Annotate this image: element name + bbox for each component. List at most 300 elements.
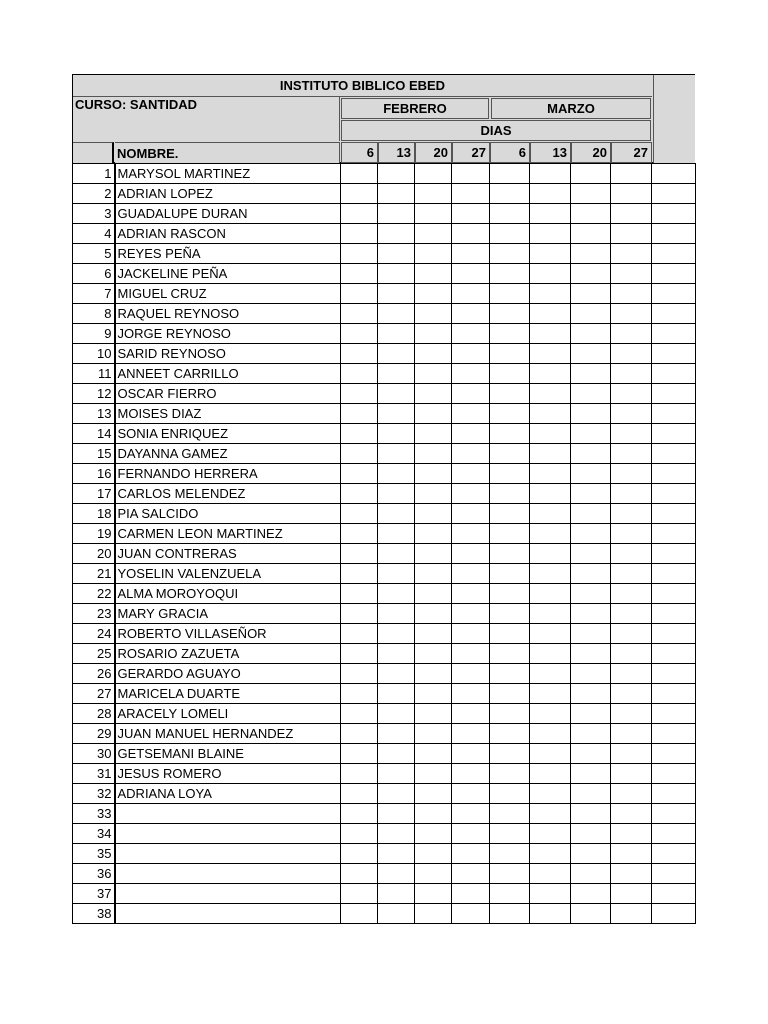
attendance-cell[interactable] <box>415 784 452 804</box>
attendance-cell[interactable] <box>341 884 378 904</box>
attendance-cell[interactable] <box>490 904 530 924</box>
attendance-cell[interactable] <box>530 624 571 644</box>
attendance-cell[interactable] <box>611 304 652 324</box>
attendance-cell[interactable] <box>452 324 490 344</box>
attendance-cell[interactable] <box>571 324 611 344</box>
attendance-cell[interactable] <box>415 304 452 324</box>
attendance-cell[interactable] <box>341 804 378 824</box>
attendance-cell[interactable] <box>571 564 611 584</box>
extra-cell[interactable] <box>652 284 696 304</box>
extra-cell[interactable] <box>652 304 696 324</box>
attendance-cell[interactable] <box>378 904 415 924</box>
attendance-cell[interactable] <box>490 304 530 324</box>
attendance-cell[interactable] <box>611 684 652 704</box>
attendance-cell[interactable] <box>415 444 452 464</box>
attendance-cell[interactable] <box>341 484 378 504</box>
attendance-cell[interactable] <box>415 744 452 764</box>
attendance-cell[interactable] <box>452 624 490 644</box>
extra-cell[interactable] <box>652 704 696 724</box>
attendance-cell[interactable] <box>341 424 378 444</box>
attendance-cell[interactable] <box>378 684 415 704</box>
attendance-cell[interactable] <box>452 564 490 584</box>
extra-cell[interactable] <box>652 784 696 804</box>
attendance-cell[interactable] <box>415 264 452 284</box>
attendance-cell[interactable] <box>571 524 611 544</box>
attendance-cell[interactable] <box>452 824 490 844</box>
extra-cell[interactable] <box>652 504 696 524</box>
attendance-cell[interactable] <box>611 224 652 244</box>
extra-cell[interactable] <box>652 824 696 844</box>
attendance-cell[interactable] <box>415 344 452 364</box>
attendance-cell[interactable] <box>452 444 490 464</box>
attendance-cell[interactable] <box>452 224 490 244</box>
attendance-cell[interactable] <box>341 544 378 564</box>
attendance-cell[interactable] <box>611 504 652 524</box>
attendance-cell[interactable] <box>490 804 530 824</box>
attendance-cell[interactable] <box>415 704 452 724</box>
attendance-cell[interactable] <box>378 564 415 584</box>
attendance-cell[interactable] <box>571 404 611 424</box>
attendance-cell[interactable] <box>378 844 415 864</box>
attendance-cell[interactable] <box>490 384 530 404</box>
extra-cell[interactable] <box>652 344 696 364</box>
attendance-cell[interactable] <box>341 304 378 324</box>
attendance-cell[interactable] <box>490 564 530 584</box>
attendance-cell[interactable] <box>571 284 611 304</box>
attendance-cell[interactable] <box>571 664 611 684</box>
attendance-cell[interactable] <box>611 624 652 644</box>
attendance-cell[interactable] <box>378 304 415 324</box>
attendance-cell[interactable] <box>415 244 452 264</box>
attendance-cell[interactable] <box>452 184 490 204</box>
attendance-cell[interactable] <box>611 664 652 684</box>
attendance-cell[interactable] <box>490 864 530 884</box>
attendance-cell[interactable] <box>490 344 530 364</box>
attendance-cell[interactable] <box>571 684 611 704</box>
attendance-cell[interactable] <box>452 844 490 864</box>
extra-cell[interactable] <box>652 364 696 384</box>
attendance-cell[interactable] <box>490 424 530 444</box>
extra-cell[interactable] <box>652 404 696 424</box>
attendance-cell[interactable] <box>452 904 490 924</box>
attendance-cell[interactable] <box>452 724 490 744</box>
extra-cell[interactable] <box>652 584 696 604</box>
extra-cell[interactable] <box>652 224 696 244</box>
attendance-cell[interactable] <box>378 404 415 424</box>
extra-cell[interactable] <box>652 764 696 784</box>
attendance-cell[interactable] <box>452 304 490 324</box>
attendance-cell[interactable] <box>490 244 530 264</box>
attendance-cell[interactable] <box>571 444 611 464</box>
attendance-cell[interactable] <box>415 464 452 484</box>
attendance-cell[interactable] <box>378 884 415 904</box>
attendance-cell[interactable] <box>530 224 571 244</box>
attendance-cell[interactable] <box>571 784 611 804</box>
attendance-cell[interactable] <box>341 344 378 364</box>
attendance-cell[interactable] <box>490 204 530 224</box>
attendance-cell[interactable] <box>530 584 571 604</box>
attendance-cell[interactable] <box>341 204 378 224</box>
attendance-cell[interactable] <box>341 504 378 524</box>
attendance-cell[interactable] <box>378 764 415 784</box>
attendance-cell[interactable] <box>571 164 611 184</box>
attendance-cell[interactable] <box>571 904 611 924</box>
attendance-cell[interactable] <box>415 724 452 744</box>
attendance-cell[interactable] <box>571 864 611 884</box>
attendance-cell[interactable] <box>415 184 452 204</box>
attendance-cell[interactable] <box>378 484 415 504</box>
attendance-cell[interactable] <box>452 704 490 724</box>
attendance-cell[interactable] <box>490 844 530 864</box>
attendance-cell[interactable] <box>490 624 530 644</box>
extra-cell[interactable] <box>652 724 696 744</box>
attendance-cell[interactable] <box>341 604 378 624</box>
attendance-cell[interactable] <box>341 164 378 184</box>
attendance-cell[interactable] <box>611 524 652 544</box>
attendance-cell[interactable] <box>490 724 530 744</box>
attendance-cell[interactable] <box>341 364 378 384</box>
attendance-cell[interactable] <box>530 724 571 744</box>
extra-cell[interactable] <box>652 164 696 184</box>
extra-cell[interactable] <box>652 424 696 444</box>
attendance-cell[interactable] <box>452 784 490 804</box>
attendance-cell[interactable] <box>571 304 611 324</box>
attendance-cell[interactable] <box>530 264 571 284</box>
attendance-cell[interactable] <box>530 244 571 264</box>
attendance-cell[interactable] <box>378 544 415 564</box>
attendance-cell[interactable] <box>378 184 415 204</box>
attendance-cell[interactable] <box>611 864 652 884</box>
attendance-cell[interactable] <box>490 824 530 844</box>
attendance-cell[interactable] <box>452 744 490 764</box>
attendance-cell[interactable] <box>341 404 378 424</box>
extra-cell[interactable] <box>652 664 696 684</box>
attendance-cell[interactable] <box>611 324 652 344</box>
attendance-cell[interactable] <box>378 744 415 764</box>
attendance-cell[interactable] <box>378 444 415 464</box>
attendance-cell[interactable] <box>490 764 530 784</box>
attendance-cell[interactable] <box>611 424 652 444</box>
attendance-cell[interactable] <box>530 564 571 584</box>
attendance-cell[interactable] <box>571 244 611 264</box>
attendance-cell[interactable] <box>490 644 530 664</box>
attendance-cell[interactable] <box>341 844 378 864</box>
attendance-cell[interactable] <box>611 884 652 904</box>
attendance-cell[interactable] <box>490 744 530 764</box>
attendance-cell[interactable] <box>490 684 530 704</box>
attendance-cell[interactable] <box>490 364 530 384</box>
attendance-cell[interactable] <box>452 804 490 824</box>
attendance-cell[interactable] <box>530 204 571 224</box>
attendance-cell[interactable] <box>530 764 571 784</box>
attendance-cell[interactable] <box>341 444 378 464</box>
attendance-cell[interactable] <box>611 704 652 724</box>
attendance-cell[interactable] <box>415 584 452 604</box>
attendance-cell[interactable] <box>452 384 490 404</box>
attendance-cell[interactable] <box>415 544 452 564</box>
extra-cell[interactable] <box>652 484 696 504</box>
attendance-cell[interactable] <box>611 764 652 784</box>
attendance-cell[interactable] <box>378 704 415 724</box>
attendance-cell[interactable] <box>611 164 652 184</box>
attendance-cell[interactable] <box>571 364 611 384</box>
extra-cell[interactable] <box>652 384 696 404</box>
attendance-cell[interactable] <box>530 904 571 924</box>
attendance-cell[interactable] <box>415 524 452 544</box>
attendance-cell[interactable] <box>415 904 452 924</box>
extra-cell[interactable] <box>652 464 696 484</box>
attendance-cell[interactable] <box>571 644 611 664</box>
attendance-cell[interactable] <box>378 524 415 544</box>
attendance-cell[interactable] <box>341 904 378 924</box>
attendance-cell[interactable] <box>611 824 652 844</box>
attendance-cell[interactable] <box>452 164 490 184</box>
attendance-cell[interactable] <box>611 604 652 624</box>
attendance-cell[interactable] <box>530 484 571 504</box>
attendance-cell[interactable] <box>415 764 452 784</box>
attendance-cell[interactable] <box>530 664 571 684</box>
attendance-cell[interactable] <box>611 804 652 824</box>
attendance-cell[interactable] <box>378 324 415 344</box>
attendance-cell[interactable] <box>378 584 415 604</box>
attendance-cell[interactable] <box>415 664 452 684</box>
attendance-cell[interactable] <box>571 824 611 844</box>
attendance-cell[interactable] <box>341 624 378 644</box>
attendance-cell[interactable] <box>530 344 571 364</box>
attendance-cell[interactable] <box>378 784 415 804</box>
attendance-cell[interactable] <box>415 804 452 824</box>
attendance-cell[interactable] <box>530 824 571 844</box>
attendance-cell[interactable] <box>378 804 415 824</box>
attendance-cell[interactable] <box>611 544 652 564</box>
attendance-cell[interactable] <box>378 504 415 524</box>
attendance-cell[interactable] <box>530 464 571 484</box>
attendance-cell[interactable] <box>452 884 490 904</box>
attendance-cell[interactable] <box>571 724 611 744</box>
attendance-cell[interactable] <box>341 284 378 304</box>
attendance-cell[interactable] <box>415 204 452 224</box>
attendance-cell[interactable] <box>415 164 452 184</box>
attendance-cell[interactable] <box>490 784 530 804</box>
attendance-cell[interactable] <box>415 504 452 524</box>
attendance-cell[interactable] <box>571 624 611 644</box>
extra-cell[interactable] <box>652 564 696 584</box>
attendance-cell[interactable] <box>490 184 530 204</box>
attendance-cell[interactable] <box>530 504 571 524</box>
attendance-cell[interactable] <box>452 544 490 564</box>
attendance-cell[interactable] <box>378 644 415 664</box>
attendance-cell[interactable] <box>490 284 530 304</box>
attendance-cell[interactable] <box>415 864 452 884</box>
extra-cell[interactable] <box>652 184 696 204</box>
attendance-cell[interactable] <box>378 624 415 644</box>
attendance-cell[interactable] <box>490 524 530 544</box>
attendance-cell[interactable] <box>341 824 378 844</box>
attendance-cell[interactable] <box>611 284 652 304</box>
attendance-cell[interactable] <box>571 484 611 504</box>
attendance-cell[interactable] <box>415 284 452 304</box>
attendance-cell[interactable] <box>530 444 571 464</box>
attendance-cell[interactable] <box>378 284 415 304</box>
attendance-cell[interactable] <box>571 604 611 624</box>
attendance-cell[interactable] <box>452 684 490 704</box>
attendance-cell[interactable] <box>452 584 490 604</box>
attendance-cell[interactable] <box>415 224 452 244</box>
attendance-cell[interactable] <box>452 404 490 424</box>
attendance-cell[interactable] <box>530 604 571 624</box>
attendance-cell[interactable] <box>415 384 452 404</box>
attendance-cell[interactable] <box>415 624 452 644</box>
attendance-cell[interactable] <box>341 564 378 584</box>
attendance-cell[interactable] <box>611 364 652 384</box>
extra-cell[interactable] <box>652 904 696 924</box>
attendance-cell[interactable] <box>452 504 490 524</box>
attendance-cell[interactable] <box>490 884 530 904</box>
attendance-cell[interactable] <box>378 204 415 224</box>
attendance-cell[interactable] <box>378 464 415 484</box>
attendance-cell[interactable] <box>490 504 530 524</box>
attendance-cell[interactable] <box>452 264 490 284</box>
attendance-cell[interactable] <box>378 244 415 264</box>
extra-cell[interactable] <box>652 444 696 464</box>
attendance-cell[interactable] <box>530 864 571 884</box>
attendance-cell[interactable] <box>611 264 652 284</box>
attendance-cell[interactable] <box>530 424 571 444</box>
attendance-cell[interactable] <box>452 284 490 304</box>
attendance-cell[interactable] <box>378 604 415 624</box>
attendance-cell[interactable] <box>530 744 571 764</box>
attendance-cell[interactable] <box>341 224 378 244</box>
extra-cell[interactable] <box>652 324 696 344</box>
attendance-cell[interactable] <box>415 604 452 624</box>
attendance-cell[interactable] <box>490 544 530 564</box>
attendance-cell[interactable] <box>530 704 571 724</box>
attendance-cell[interactable] <box>530 184 571 204</box>
attendance-cell[interactable] <box>611 784 652 804</box>
attendance-cell[interactable] <box>415 644 452 664</box>
attendance-cell[interactable] <box>571 504 611 524</box>
attendance-cell[interactable] <box>530 364 571 384</box>
attendance-cell[interactable] <box>530 524 571 544</box>
attendance-cell[interactable] <box>490 404 530 424</box>
attendance-cell[interactable] <box>530 164 571 184</box>
attendance-cell[interactable] <box>341 704 378 724</box>
attendance-cell[interactable] <box>571 424 611 444</box>
attendance-cell[interactable] <box>571 764 611 784</box>
extra-cell[interactable] <box>652 884 696 904</box>
attendance-cell[interactable] <box>611 584 652 604</box>
attendance-cell[interactable] <box>378 344 415 364</box>
attendance-cell[interactable] <box>571 584 611 604</box>
attendance-cell[interactable] <box>611 724 652 744</box>
attendance-cell[interactable] <box>452 364 490 384</box>
attendance-cell[interactable] <box>452 464 490 484</box>
attendance-cell[interactable] <box>415 564 452 584</box>
attendance-cell[interactable] <box>571 884 611 904</box>
attendance-cell[interactable] <box>530 884 571 904</box>
attendance-cell[interactable] <box>341 524 378 544</box>
attendance-cell[interactable] <box>571 544 611 564</box>
attendance-cell[interactable] <box>611 844 652 864</box>
extra-cell[interactable] <box>652 684 696 704</box>
attendance-cell[interactable] <box>341 784 378 804</box>
extra-cell[interactable] <box>652 644 696 664</box>
attendance-cell[interactable] <box>452 524 490 544</box>
attendance-cell[interactable] <box>490 264 530 284</box>
attendance-cell[interactable] <box>611 384 652 404</box>
attendance-cell[interactable] <box>490 464 530 484</box>
attendance-cell[interactable] <box>341 244 378 264</box>
attendance-cell[interactable] <box>415 404 452 424</box>
attendance-cell[interactable] <box>530 804 571 824</box>
attendance-cell[interactable] <box>611 444 652 464</box>
attendance-cell[interactable] <box>378 864 415 884</box>
attendance-cell[interactable] <box>530 324 571 344</box>
attendance-cell[interactable] <box>530 784 571 804</box>
attendance-cell[interactable] <box>571 464 611 484</box>
attendance-cell[interactable] <box>452 864 490 884</box>
attendance-cell[interactable] <box>530 304 571 324</box>
attendance-cell[interactable] <box>490 224 530 244</box>
attendance-cell[interactable] <box>571 264 611 284</box>
attendance-cell[interactable] <box>490 664 530 684</box>
attendance-cell[interactable] <box>341 644 378 664</box>
attendance-cell[interactable] <box>341 764 378 784</box>
attendance-cell[interactable] <box>490 704 530 724</box>
attendance-cell[interactable] <box>452 204 490 224</box>
attendance-cell[interactable] <box>378 724 415 744</box>
attendance-cell[interactable] <box>452 484 490 504</box>
extra-cell[interactable] <box>652 864 696 884</box>
attendance-cell[interactable] <box>341 264 378 284</box>
attendance-cell[interactable] <box>415 424 452 444</box>
attendance-cell[interactable] <box>571 204 611 224</box>
attendance-cell[interactable] <box>341 664 378 684</box>
attendance-cell[interactable] <box>415 684 452 704</box>
attendance-cell[interactable] <box>490 324 530 344</box>
attendance-cell[interactable] <box>571 704 611 724</box>
attendance-cell[interactable] <box>571 844 611 864</box>
attendance-cell[interactable] <box>415 484 452 504</box>
attendance-cell[interactable] <box>611 564 652 584</box>
attendance-cell[interactable] <box>490 164 530 184</box>
extra-cell[interactable] <box>652 244 696 264</box>
attendance-cell[interactable] <box>415 884 452 904</box>
attendance-cell[interactable] <box>341 724 378 744</box>
attendance-cell[interactable] <box>530 684 571 704</box>
extra-cell[interactable] <box>652 204 696 224</box>
extra-cell[interactable] <box>652 544 696 564</box>
attendance-cell[interactable] <box>490 484 530 504</box>
extra-cell[interactable] <box>652 264 696 284</box>
attendance-cell[interactable] <box>341 584 378 604</box>
attendance-cell[interactable] <box>571 344 611 364</box>
extra-cell[interactable] <box>652 844 696 864</box>
extra-cell[interactable] <box>652 604 696 624</box>
attendance-cell[interactable] <box>611 464 652 484</box>
attendance-cell[interactable] <box>530 544 571 564</box>
attendance-cell[interactable] <box>378 164 415 184</box>
attendance-cell[interactable] <box>452 244 490 264</box>
attendance-cell[interactable] <box>571 184 611 204</box>
attendance-cell[interactable] <box>415 324 452 344</box>
attendance-cell[interactable] <box>571 804 611 824</box>
attendance-cell[interactable] <box>341 684 378 704</box>
attendance-cell[interactable] <box>611 244 652 264</box>
attendance-cell[interactable] <box>611 204 652 224</box>
attendance-cell[interactable] <box>341 464 378 484</box>
attendance-cell[interactable] <box>611 344 652 364</box>
